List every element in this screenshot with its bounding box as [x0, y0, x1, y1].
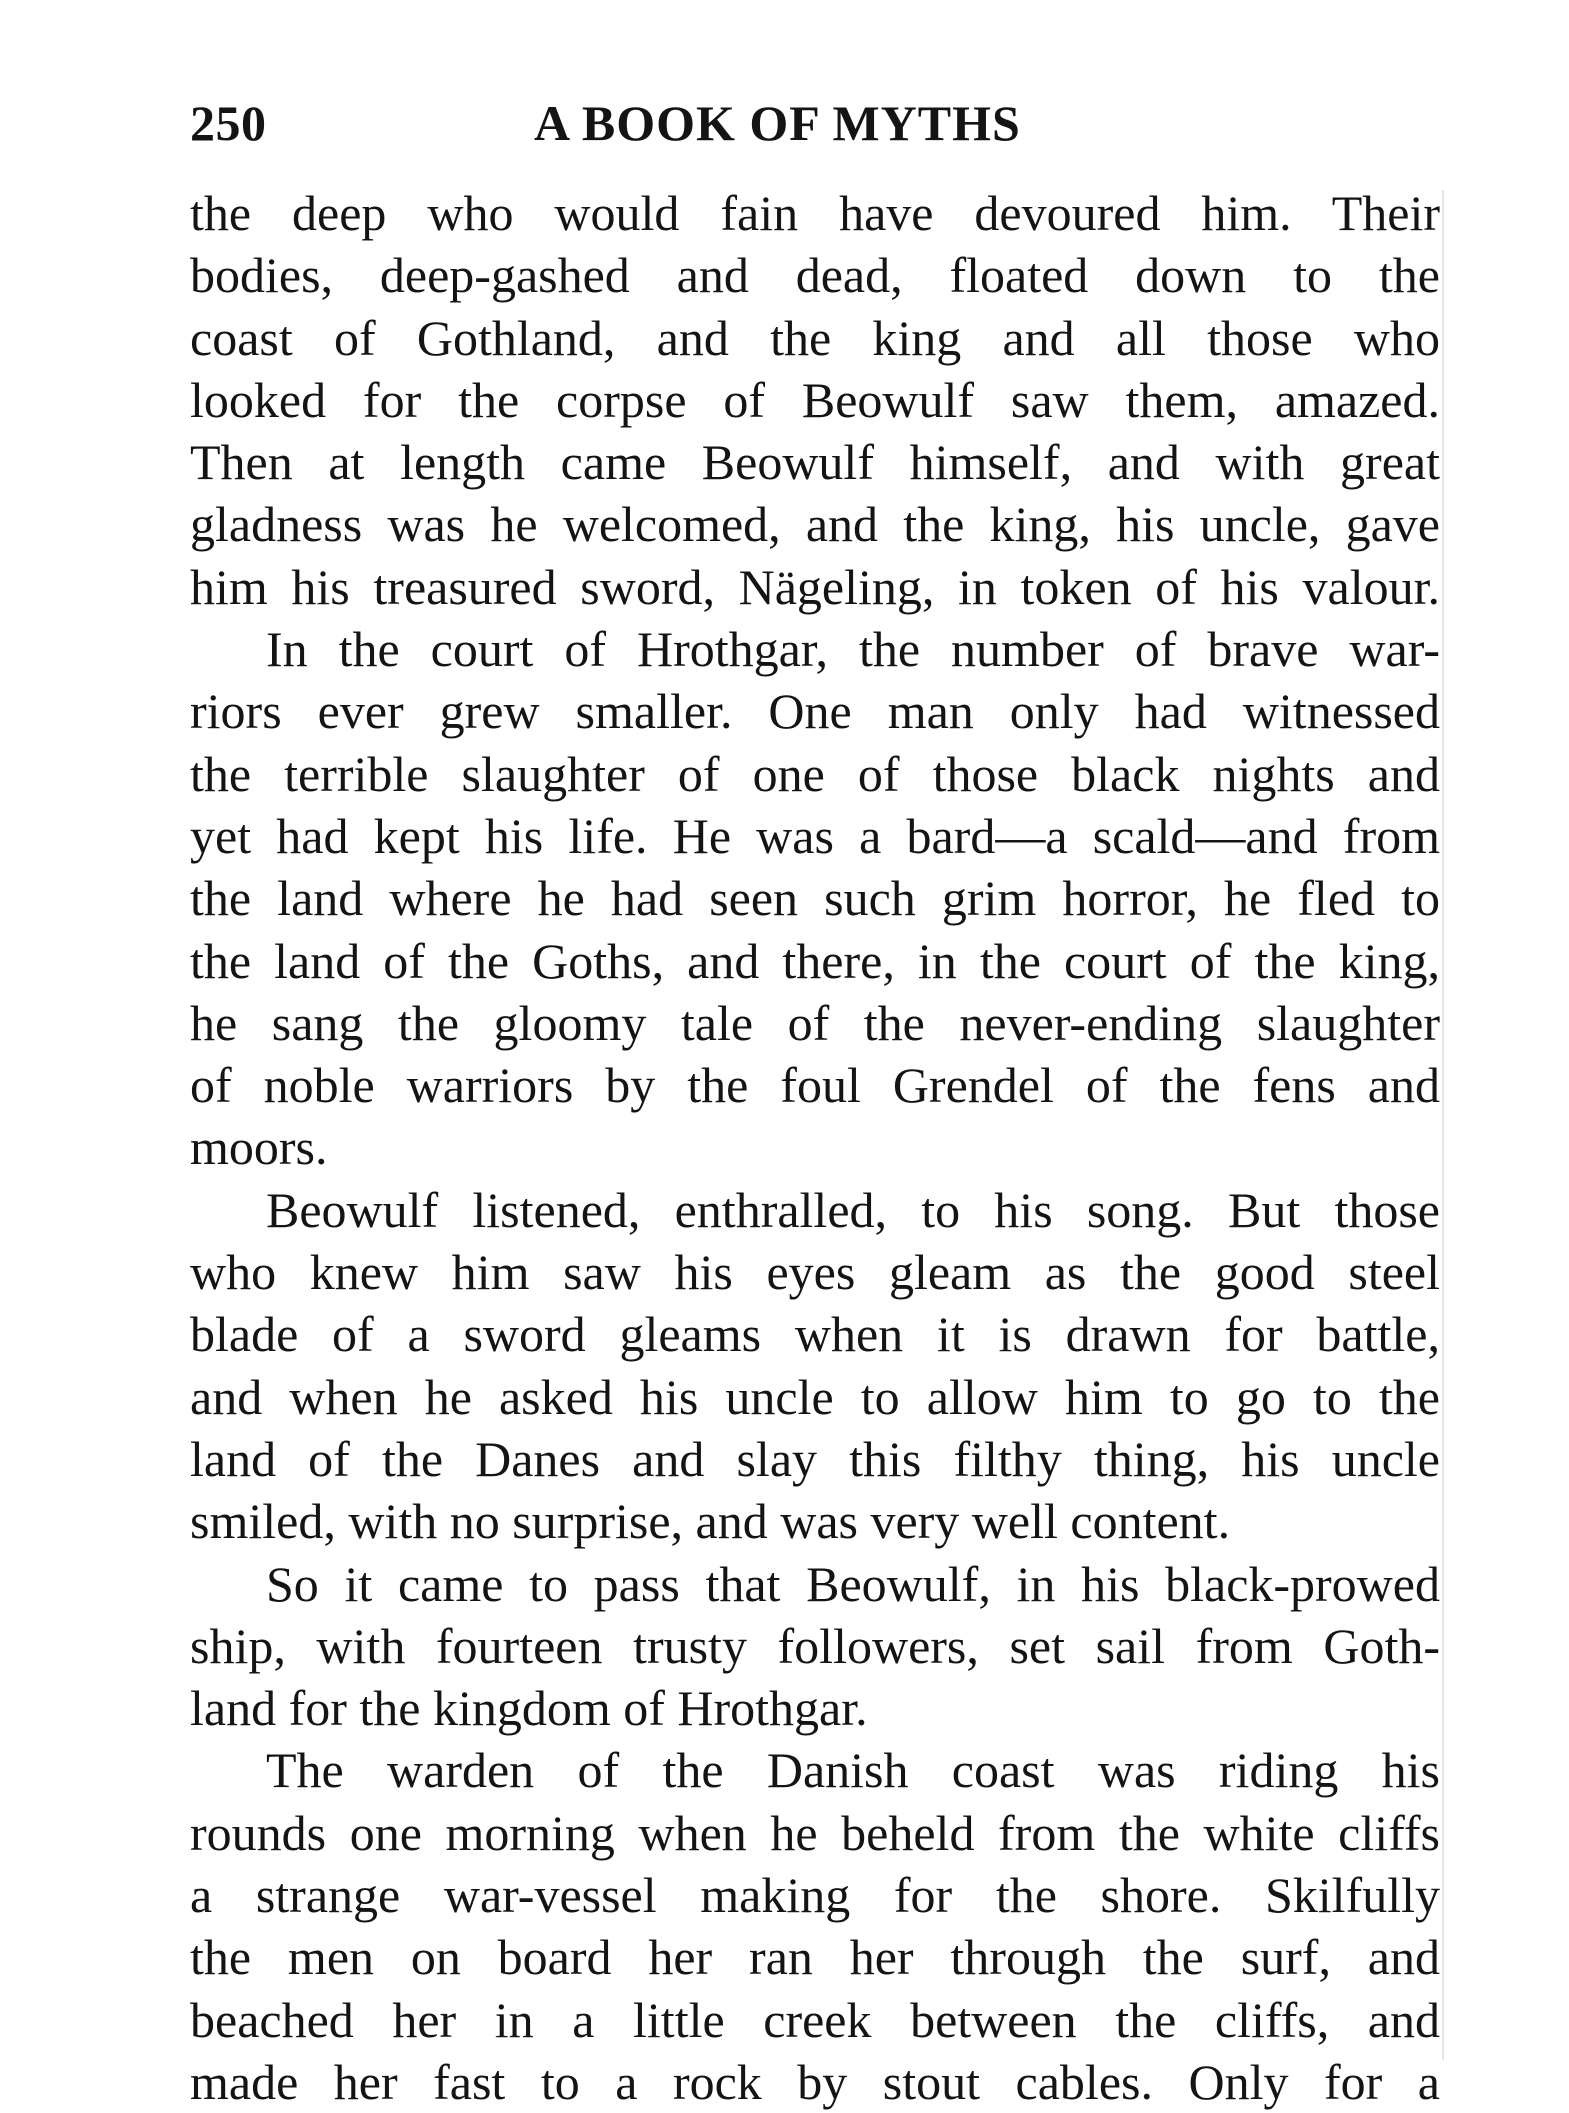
text-line: gladness was he welcomed, and the king, his uncle, gave [190, 496, 1440, 553]
text-line: The warden of the Danish coast was riding his [266, 1742, 1440, 1799]
text-line: he sang the gloomy tale of the never-ending slaughter [190, 994, 1440, 1051]
text-line: the land of the Goths, and there, in the court of the king, [190, 932, 1440, 989]
text-line: bodies, deep-gashed and dead, floated down to the [190, 247, 1440, 304]
text-line: So it came to pass that Beowulf, in his black-prowed [266, 1555, 1440, 1612]
text-line: land of the Danes and slay this filthy thing, his uncle [190, 1430, 1440, 1487]
text-line: the men on board her ran her through the surf, and [190, 1929, 1440, 1986]
page-edge-shadow [1442, 190, 1444, 2060]
text-line: the land where he had seen such grim horror, he fled to [190, 870, 1440, 927]
text-line: coast of Gothland, and the king and all those who [190, 309, 1440, 366]
text-line: moors. [190, 1119, 328, 1176]
text-line: riors ever grew smaller. One man only had witnessed [190, 683, 1440, 740]
text-line: beached her in a little creek between the cliffs, and [190, 1991, 1440, 2048]
text-line: who knew him saw his eyes gleam as the good steel [190, 1244, 1440, 1301]
text-line: and when he asked his uncle to allow him to go to the [190, 1368, 1440, 1425]
text-line: the deep who would fain have devoured him. Their [190, 185, 1440, 241]
text-line: the terrible slaughter of one of those black nights and [190, 745, 1440, 802]
text-line: of noble warriors by the foul Grendel of the fens and [190, 1057, 1440, 1114]
page-number: 250 [190, 95, 267, 151]
text-line: made her fast to a rock by stout cables. Only for a [190, 2053, 1440, 2110]
text-line: land for the kingdom of Hrothgar. [190, 1680, 868, 1737]
text-line: smiled, with no surprise, and was very well content. [190, 1493, 1231, 1550]
text-line: yet had kept his life. He was a bard—a scald—and from [190, 807, 1440, 864]
book-title: A BOOK OF MYTHS [534, 95, 1021, 151]
running-head [190, 88, 1440, 158]
text-line: rounds one morning when he beheld from the white cliffs [190, 1804, 1440, 1861]
text-line: a strange war-vessel making for the shore. Skilfully [190, 1867, 1440, 1924]
text-line: ship, with fourteen trusty followers, set sail from Goth- [190, 1617, 1440, 1674]
text-line: Then at length came Beowulf himself, and with great [190, 434, 1440, 491]
text-line: Beowulf listened, enthralled, to his song. But those [266, 1181, 1440, 1238]
text-line: In the court of Hrothgar, the number of brave war- [266, 621, 1440, 678]
text-line: blade of a sword gleams when it is drawn for battle, [190, 1306, 1440, 1363]
text-line: looked for the corpse of Beowulf saw them, amazed. [190, 371, 1440, 428]
body-text [190, 182, 1440, 2113]
text-line: him his treasured sword, Nägeling, in token of his valour. [190, 558, 1440, 615]
